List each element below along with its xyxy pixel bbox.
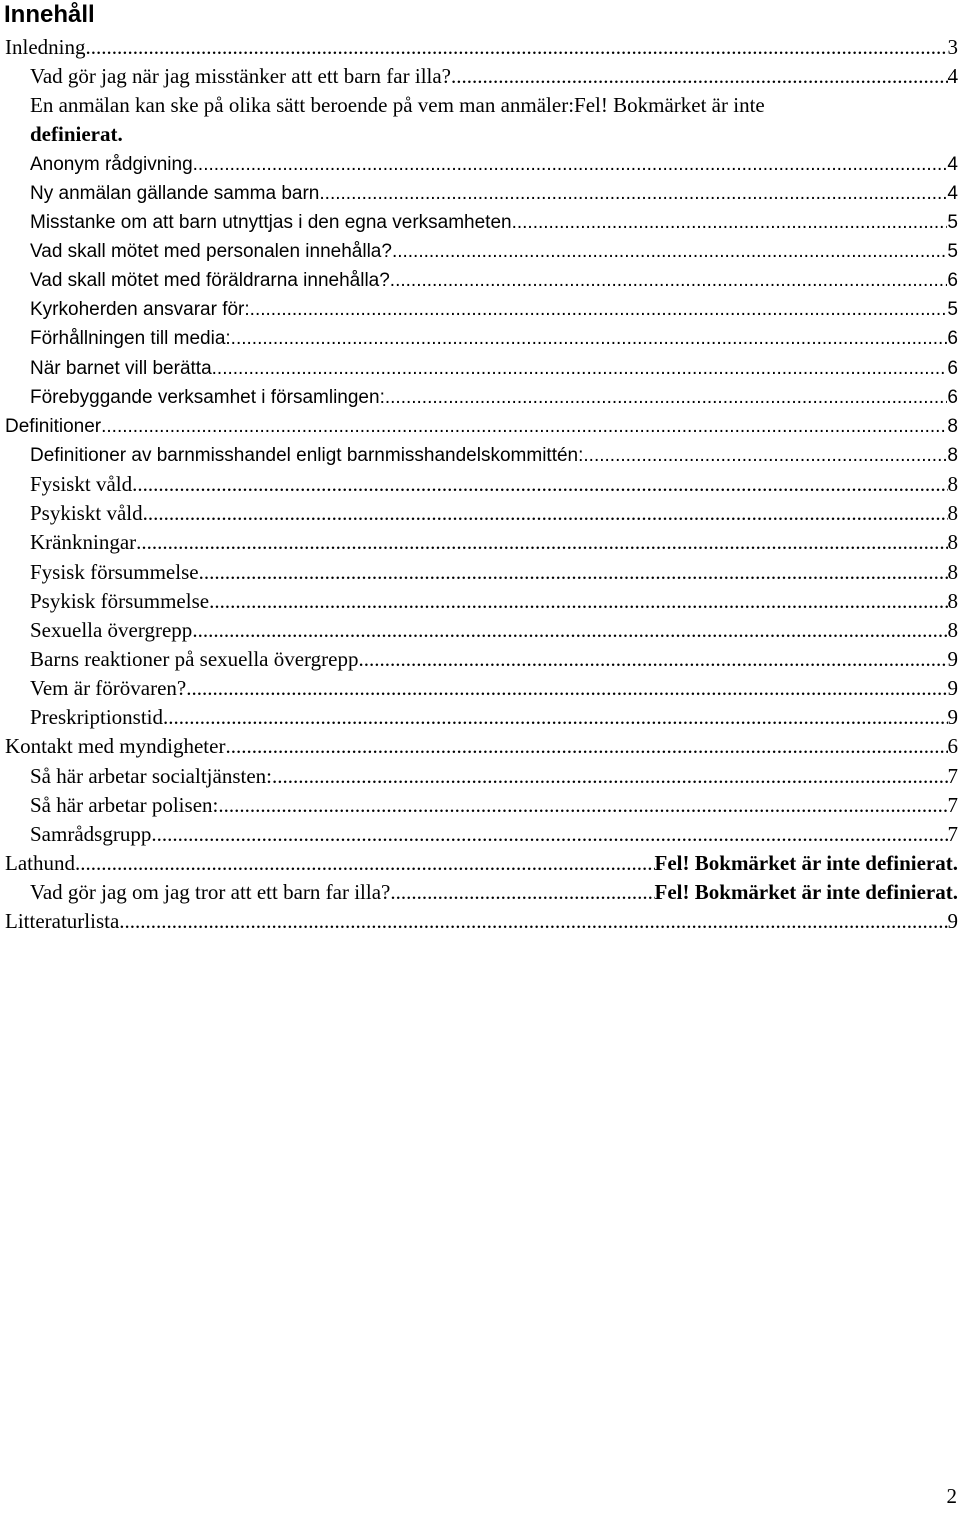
toc-entry-title: Preskriptionstid xyxy=(30,705,164,730)
toc-entry-page: 9 xyxy=(947,909,958,934)
dot-leader xyxy=(517,208,948,237)
dot-leader xyxy=(325,179,948,208)
toc-entry[interactable] xyxy=(0,907,960,936)
toc-entry[interactable] xyxy=(0,324,960,353)
toc-entry[interactable] xyxy=(0,91,960,149)
toc-entry[interactable] xyxy=(0,558,960,587)
toc-entry[interactable] xyxy=(0,33,960,62)
toc-entry-title: Inledning xyxy=(5,35,86,59)
dot-leader xyxy=(390,266,948,295)
toc-entry[interactable] xyxy=(0,499,960,528)
toc-entry-title: Definitioner xyxy=(5,415,102,437)
toc-entry-title: Litteraturlista xyxy=(5,909,120,934)
dot-leader xyxy=(75,849,655,878)
toc-entry-title: Vem är förövaren? xyxy=(30,676,187,701)
dot-leader xyxy=(231,324,948,353)
toc-entry[interactable] xyxy=(0,849,960,878)
toc-entry-page-continued: definierat. xyxy=(30,122,123,147)
toc-entry-page: 3 xyxy=(947,35,958,59)
page-number: 2 xyxy=(946,1484,957,1508)
toc-entry[interactable] xyxy=(0,354,960,383)
toc-entry-title: Vad gör jag när jag misstänker att ett barn far illa? xyxy=(30,64,452,89)
toc-entry-title: När barnet vill berätta xyxy=(30,357,212,379)
toc-entry-page: 4 xyxy=(947,64,958,89)
toc-entry[interactable] xyxy=(0,703,960,732)
dot-leader xyxy=(136,528,947,557)
toc-entry-page: 8 xyxy=(947,617,958,642)
toc-entry-page: 8 xyxy=(947,444,958,466)
toc-entry-page: 4 xyxy=(947,182,958,204)
dot-leader xyxy=(192,616,947,645)
toc-entry-page: Fel! Bokmärket är inte xyxy=(574,93,765,118)
dot-leader xyxy=(218,791,947,820)
toc-entry-title: Förhållningen till media: xyxy=(30,328,231,350)
toc-entry[interactable] xyxy=(0,412,960,441)
toc-entry-page: Fel! Bokmärket är inte definierat. xyxy=(654,880,958,905)
toc-entry-title: Psykisk försummelse xyxy=(30,588,210,613)
toc-entry-page: 6 xyxy=(947,386,958,408)
dot-leader xyxy=(193,150,948,179)
dot-leader xyxy=(209,587,947,616)
dot-leader xyxy=(101,412,947,441)
toc-entry-page: 6 xyxy=(947,734,958,759)
toc-entry-page: 9 xyxy=(947,676,958,701)
dot-leader xyxy=(583,441,947,470)
toc-entry[interactable] xyxy=(0,208,960,237)
toc-entry-title: Misstanke om att barn utnyttjas i den egna verksamheten. xyxy=(30,211,517,233)
toc-entry[interactable] xyxy=(0,762,960,791)
toc-entry-title: Fysisk försummelse xyxy=(30,559,199,584)
dot-leader xyxy=(85,33,947,62)
toc-entry[interactable] xyxy=(0,878,960,907)
toc-entry-title: En anmälan kan ske på olika sätt beroende på vem man anmäler: xyxy=(30,93,575,118)
toc-entry[interactable] xyxy=(0,295,960,324)
toc-entry[interactable] xyxy=(0,179,960,208)
toc-entry-title: Ny anmälan gällande samma barn. xyxy=(30,182,325,204)
dot-leader xyxy=(272,762,948,791)
toc-entry-page: 9 xyxy=(947,705,958,730)
toc-entry-page: 7 xyxy=(947,763,958,788)
toc-entry[interactable] xyxy=(0,62,960,91)
dot-leader xyxy=(250,295,948,324)
toc-entry-page: 7 xyxy=(947,792,958,817)
toc-entry-page: 8 xyxy=(947,415,958,437)
toc-entry-title: Lathund xyxy=(5,850,75,875)
toc-entry-title: Samrådsgrupp xyxy=(30,821,152,846)
toc-entry-page: 5 xyxy=(947,211,958,233)
toc-entry[interactable] xyxy=(0,820,960,849)
toc-entry[interactable] xyxy=(0,674,960,703)
dot-leader xyxy=(390,878,654,907)
toc-entry-title: Kränkningar xyxy=(30,530,137,555)
dot-leader xyxy=(225,732,947,761)
toc-entry[interactable] xyxy=(0,383,960,412)
toc-entry-title: Vad skall mötet med föräldrarna innehålla? xyxy=(30,270,390,292)
toc-entry-title: Psykiskt våld xyxy=(30,501,143,526)
toc-entry-title: Anonym rådgivning xyxy=(30,153,193,175)
toc-entry-title: Kontakt med myndigheter xyxy=(5,734,226,759)
toc-entry[interactable] xyxy=(0,237,960,266)
toc-entry-title: Barns reaktioner på sexuella övergrepp xyxy=(30,646,359,671)
toc-entry-title: Definitioner av barnmisshandel enligt barnmisshandelskommittén: xyxy=(30,444,584,466)
table-of-contents xyxy=(0,33,960,936)
toc-title: Innehåll xyxy=(4,1,95,28)
toc-entry[interactable] xyxy=(0,150,960,179)
toc-entry-page: 4 xyxy=(947,153,958,175)
dot-leader xyxy=(132,470,947,499)
toc-entry-title: Kyrkoherden ansvarar för: xyxy=(30,299,250,321)
dot-leader xyxy=(385,383,948,412)
dot-leader xyxy=(119,907,947,936)
toc-entry-title: Så här arbetar polisen: xyxy=(30,792,219,817)
toc-entry[interactable] xyxy=(0,441,960,470)
toc-entry-title: Så här arbetar socialtjänsten: xyxy=(30,763,272,788)
toc-entry-page: 8 xyxy=(947,472,958,497)
toc-entry-title: Vad skall mötet med personalen innehålla? xyxy=(30,240,392,262)
dot-leader xyxy=(451,62,947,91)
toc-entry[interactable] xyxy=(0,616,960,645)
toc-entry[interactable] xyxy=(0,587,960,616)
dot-leader xyxy=(358,645,947,674)
toc-entry[interactable] xyxy=(0,470,960,499)
toc-entry-title: Fysiskt våld xyxy=(30,472,133,497)
dot-leader xyxy=(212,354,948,383)
toc-entry-page: 8 xyxy=(947,501,958,526)
dot-leader xyxy=(143,499,948,528)
toc-entry[interactable] xyxy=(0,732,960,761)
toc-entry-page: 6 xyxy=(947,270,958,292)
toc-entry-title: Sexuella övergrepp xyxy=(30,617,193,642)
toc-entry-page: 7 xyxy=(947,821,958,846)
toc-entry[interactable] xyxy=(0,791,960,820)
dot-leader xyxy=(151,820,947,849)
toc-entry-title: Vad gör jag om jag tror att ett barn far illa? xyxy=(30,880,391,905)
dot-leader xyxy=(392,237,947,266)
dot-leader xyxy=(163,703,947,732)
toc-entry-page: 8 xyxy=(947,559,958,584)
toc-entry-page: 8 xyxy=(947,530,958,555)
dot-leader xyxy=(199,558,948,587)
toc-entry-page: Fel! Bokmärket är inte definierat. xyxy=(654,850,958,875)
toc-entry[interactable] xyxy=(0,266,960,295)
toc-entry[interactable] xyxy=(0,645,960,674)
toc-entry-page: 6 xyxy=(947,357,958,379)
toc-entry-page: 5 xyxy=(947,240,958,262)
toc-entry-page: 5 xyxy=(947,299,958,321)
dot-leader xyxy=(186,674,947,703)
toc-entry-title: Förebyggande verksamhet i församlingen: xyxy=(30,386,385,408)
toc-entry-page: 6 xyxy=(947,328,958,350)
toc-entry[interactable] xyxy=(0,528,960,557)
toc-entry-page: 9 xyxy=(947,646,958,671)
toc-entry-page: 8 xyxy=(947,588,958,613)
